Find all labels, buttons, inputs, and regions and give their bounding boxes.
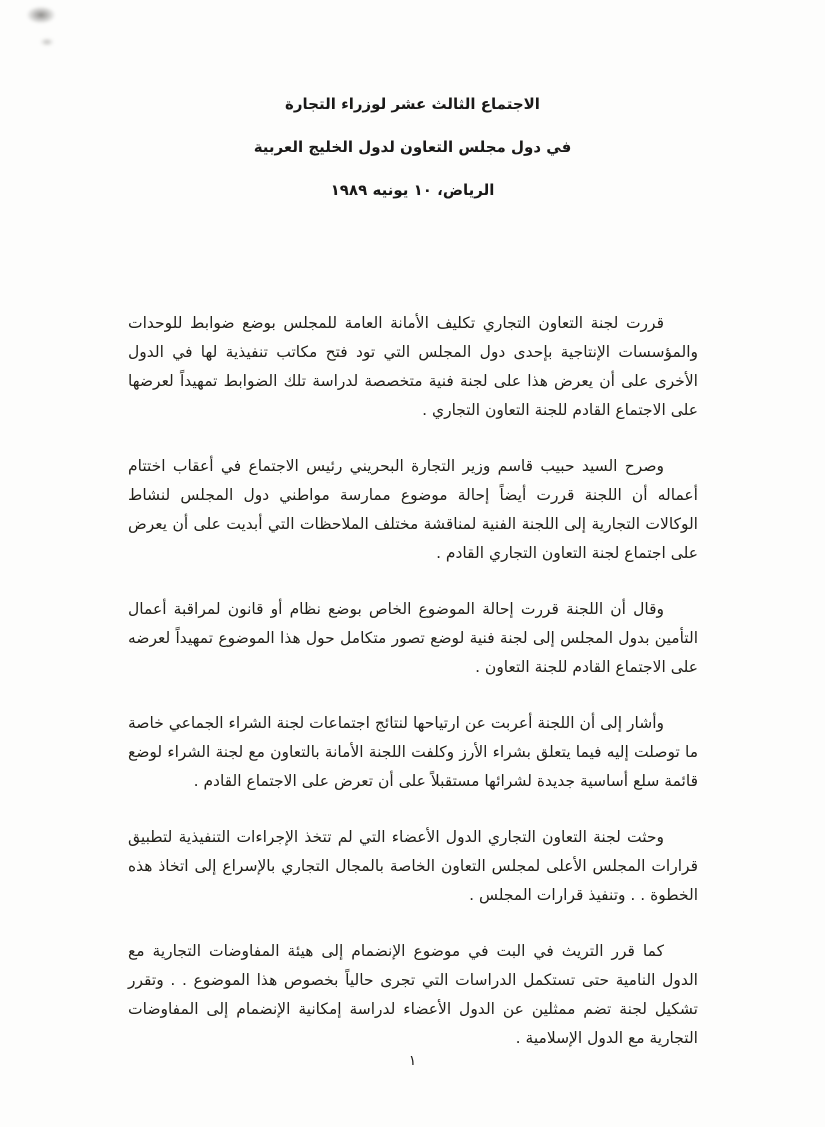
paragraph: كما قرر التريث في البت في موضوع الإنضمام إلى هيئة المفاوضات التجارية مع الدول النامية حتى تستكمل الدراسات التي تجرى حالياً بخصوص هذا الموضوع . . وتقرر تشكيل لجنة تضم ممثلين عن الدول الأعضاء لدراسة إمكانية الإنضمام إلى المفاوضات التجارية مع الدول الإسلامية . (128, 942, 698, 1047)
scan-smudge-artifact (26, 6, 56, 24)
document-body (128, 309, 698, 1080)
title-line-meeting: الاجتماع الثالث عشر لوزراء التجارة (285, 95, 540, 113)
paragraph: وصرح السيد حبيب قاسم وزير التجارة البحريني رئيس الاجتماع في أعقاب اختتام أعماله أن اللجنة قررت أيضاً إحالة موضوع ممارسة مواطني دول المجلس لنشاط الوكالات التجارية إلى اللجنة الفنية لمناقشة مختلف الملاحظات التي أبديت على أن يعرض على اجتماع لجنة التعاون التجاري القادم . (128, 457, 698, 562)
paragraph: وقال أن اللجنة قررت إحالة الموضوع الخاص بوضع نظام أو قانون لمراقبة أعمال التأمين بدول المجلس إلى لجنة فنية لوضع تصور متكامل حول هذا الموضوع تمهيداً لعرضه على الاجتماع القادم للجنة التعاون . (128, 600, 698, 676)
scan-smudge-artifact (40, 38, 54, 46)
paragraph: وأشار إلى أن اللجنة أعربت عن ارتياحها لنتائج اجتماعات لجنة الشراء الجماعي خاصة ما توصلت إليه فيما يتعلق بشراء الأرز وكلفت اللجنة الأمانة بالتعاون مع لجنة الشراء لوضع قائمة سلع أساسية جديدة لشرائها مستقبلاً على أن تعرض على الاجتماع القادم . (128, 714, 698, 790)
page-number: ١ (408, 1053, 417, 1069)
document-title-block (0, 95, 825, 224)
paragraph: وحثت لجنة التعاون التجاري الدول الأعضاء التي لم تتخذ الإجراءات التنفيذية لتطبيق قرارات المجلس الأعلى لمجلس التعاون الخاصة بالمجال التجاري بالإسراع إلى اتخاذ هذه الخطوة . . وتنفيذ قرارات المجلس . (128, 828, 698, 904)
title-line-organization: في دول مجلس التعاون لدول الخليج العربية (253, 138, 572, 156)
paragraph: قررت لجنة التعاون التجاري تكليف الأمانة العامة للمجلس بوضع ضوابط للوحدات والمؤسسات الإنتاجية بإحدى دول المجلس التي تود فتح مكاتب تنفيذية لها في الدول الأخرى على أن يعرض هذا على لجنة فنية متخصصة لدراسة تلك الضوابط تمهيداً لعرضها على الاجتماع القادم للجنة التعاون التجاري . (128, 314, 698, 419)
title-line-place-date: الرياض، ١٠ يونيه ١٩٨٩ (330, 181, 495, 199)
